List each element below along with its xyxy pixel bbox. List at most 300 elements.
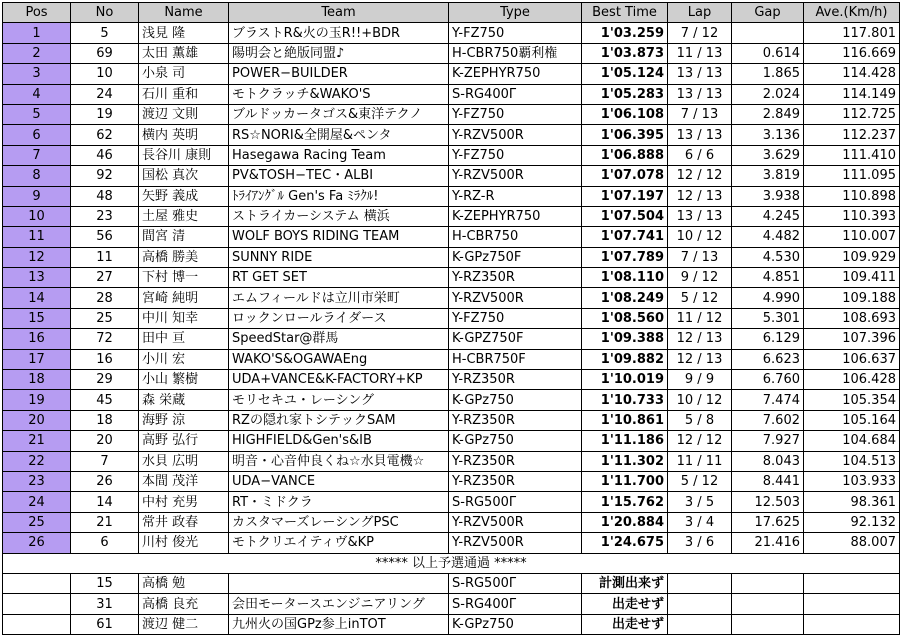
machine-type-cell: S-RG500Γ — [449, 492, 582, 512]
header-name: Name — [139, 3, 229, 23]
team-cell: WOLF BOYS RIDING TEAM — [229, 227, 449, 247]
rider-name-cell: 常井 政春 — [139, 512, 229, 532]
team-cell: カスタマーズレーシングPSC — [229, 512, 449, 532]
rider-name-cell: 中川 知幸 — [139, 308, 229, 328]
table-row — [3, 390, 900, 410]
lap-cell: 5 / 12 — [668, 471, 732, 491]
best-time-cell: 1'20.884 — [582, 512, 668, 532]
average-speed-cell: 105.354 — [804, 390, 900, 410]
position-cell: 10 — [3, 206, 71, 226]
team-cell: 九州火の国GPz参上inTOT — [229, 614, 449, 634]
number-cell: 24 — [71, 84, 139, 104]
table-row — [3, 247, 900, 267]
position-cell: 19 — [3, 390, 71, 410]
gap-cell: 6.623 — [732, 349, 804, 369]
average-speed-cell: 105.164 — [804, 410, 900, 430]
team-cell: モリセキユ・レーシング — [229, 390, 449, 410]
lap-cell: 5 / 8 — [668, 410, 732, 430]
lap-cell — [668, 594, 732, 614]
average-speed-cell — [804, 573, 900, 593]
team-cell: Hasegawa Racing Team — [229, 145, 449, 165]
number-cell: 19 — [71, 104, 139, 124]
team-cell: エムフィールドは立川市栄町 — [229, 288, 449, 308]
rider-name-cell: 小川 宏 — [139, 349, 229, 369]
rider-name-cell: 石川 重和 — [139, 84, 229, 104]
number-cell: 61 — [71, 614, 139, 634]
number-cell: 45 — [71, 390, 139, 410]
non-qualified-row — [3, 594, 900, 614]
position-cell: 24 — [3, 492, 71, 512]
number-cell: 6 — [71, 533, 139, 553]
table-row — [3, 268, 900, 288]
table-row — [3, 227, 900, 247]
best-time-cell: 1'11.302 — [582, 451, 668, 471]
team-cell: 会田モータースエンジニアリング — [229, 594, 449, 614]
best-time-cell: 1'09.882 — [582, 349, 668, 369]
number-cell: 16 — [71, 349, 139, 369]
number-cell: 69 — [71, 43, 139, 63]
table-row — [3, 64, 900, 84]
results-body — [3, 23, 900, 635]
table-row — [3, 125, 900, 145]
header-no: No — [71, 3, 139, 23]
lap-cell: 7 / 13 — [668, 104, 732, 124]
rider-name-cell: 中村 充男 — [139, 492, 229, 512]
position-cell: 23 — [3, 471, 71, 491]
number-cell: 56 — [71, 227, 139, 247]
table-row — [3, 288, 900, 308]
header-pos: Pos — [3, 3, 71, 23]
best-time-cell: 1'03.873 — [582, 43, 668, 63]
position-cell: 2 — [3, 43, 71, 63]
average-speed-cell: 106.428 — [804, 370, 900, 390]
team-cell: RT GET SET — [229, 268, 449, 288]
rider-name-cell: 宮崎 純明 — [139, 288, 229, 308]
gap-cell: 17.625 — [732, 512, 804, 532]
average-speed-cell: 106.637 — [804, 349, 900, 369]
average-speed-cell: 88.007 — [804, 533, 900, 553]
status-note-cell: 計測出来ず — [582, 573, 668, 593]
number-cell: 25 — [71, 308, 139, 328]
lap-cell: 7 / 13 — [668, 247, 732, 267]
number-cell: 18 — [71, 410, 139, 430]
machine-type-cell: Y-RZ-R — [449, 186, 582, 206]
gap-cell — [732, 573, 804, 593]
position-cell: 16 — [3, 329, 71, 349]
position-cell — [3, 614, 71, 634]
best-time-cell: 1'07.197 — [582, 186, 668, 206]
machine-type-cell: Y-FZ750 — [449, 104, 582, 124]
gap-cell: 3.136 — [732, 125, 804, 145]
team-cell: UDA−VANCE — [229, 471, 449, 491]
team-cell: 陽明会と絶版同盟♪ — [229, 43, 449, 63]
position-cell: 5 — [3, 104, 71, 124]
table-row — [3, 308, 900, 328]
team-cell: SpeedStar@群馬 — [229, 329, 449, 349]
number-cell: 92 — [71, 166, 139, 186]
team-cell: 明音・心音仲良くね☆水貝電機☆ — [229, 451, 449, 471]
lap-cell: 12 / 12 — [668, 431, 732, 451]
rider-name-cell: 渡辺 健二 — [139, 614, 229, 634]
table-row — [3, 43, 900, 63]
lap-cell: 11 / 11 — [668, 451, 732, 471]
table-row — [3, 431, 900, 451]
machine-type-cell: Y-RZV500R — [449, 166, 582, 186]
position-cell: 22 — [3, 451, 71, 471]
machine-type-cell: K-GPz750 — [449, 431, 582, 451]
table-row — [3, 329, 900, 349]
rider-name-cell: 高橋 勝美 — [139, 247, 229, 267]
gap-cell: 12.503 — [732, 492, 804, 512]
best-time-cell: 1'07.504 — [582, 206, 668, 226]
rider-name-cell: 渡辺 文則 — [139, 104, 229, 124]
average-speed-cell: 109.411 — [804, 268, 900, 288]
number-cell: 29 — [71, 370, 139, 390]
lap-cell: 13 / 13 — [668, 64, 732, 84]
gap-cell: 4.530 — [732, 247, 804, 267]
number-cell: 15 — [71, 573, 139, 593]
gap-cell: 5.301 — [732, 308, 804, 328]
rider-name-cell: 太田 薫雄 — [139, 43, 229, 63]
header-type: Type — [449, 3, 582, 23]
position-cell: 9 — [3, 186, 71, 206]
lap-cell: 5 / 12 — [668, 288, 732, 308]
number-cell: 26 — [71, 471, 139, 491]
header-gap: Gap — [732, 3, 804, 23]
gap-cell — [732, 614, 804, 634]
average-speed-cell: 116.669 — [804, 43, 900, 63]
gap-cell: 2.849 — [732, 104, 804, 124]
average-speed-cell: 98.361 — [804, 492, 900, 512]
lap-cell: 3 / 4 — [668, 512, 732, 532]
rider-name-cell: 土屋 雅史 — [139, 206, 229, 226]
position-cell: 14 — [3, 288, 71, 308]
number-cell: 62 — [71, 125, 139, 145]
position-cell — [3, 573, 71, 593]
rider-name-cell: 国松 真次 — [139, 166, 229, 186]
table-row — [3, 23, 900, 43]
table-row — [3, 206, 900, 226]
team-cell: RZの隠れ家トシテックSAM — [229, 410, 449, 430]
position-cell: 1 — [3, 23, 71, 43]
machine-type-cell: Y-RZ350R — [449, 370, 582, 390]
lap-cell: 3 / 5 — [668, 492, 732, 512]
average-speed-cell: 104.513 — [804, 451, 900, 471]
lap-cell: 9 / 12 — [668, 268, 732, 288]
lap-cell: 12 / 13 — [668, 329, 732, 349]
table-row — [3, 471, 900, 491]
gap-cell: 8.043 — [732, 451, 804, 471]
non-qualified-row — [3, 573, 900, 593]
position-cell — [3, 594, 71, 614]
gap-cell: 8.441 — [732, 471, 804, 491]
best-time-cell: 1'10.861 — [582, 410, 668, 430]
lap-cell: 13 / 13 — [668, 84, 732, 104]
team-cell: RT・ミドクラ — [229, 492, 449, 512]
qualifying-separator: ***** 以上予選通過 ***** — [3, 553, 900, 573]
non-qualified-row — [3, 614, 900, 634]
number-cell: 21 — [71, 512, 139, 532]
table-row — [3, 370, 900, 390]
number-cell: 46 — [71, 145, 139, 165]
machine-type-cell: K-ZEPHYR750 — [449, 64, 582, 84]
team-cell: PV&TOSH−TEC・ALBI — [229, 166, 449, 186]
machine-type-cell: Y-FZ750 — [449, 23, 582, 43]
team-cell: ブラストR&火の玉R!!+BDR — [229, 23, 449, 43]
number-cell: 27 — [71, 268, 139, 288]
machine-type-cell: H-CBR750F — [449, 349, 582, 369]
rider-name-cell: 本間 茂洋 — [139, 471, 229, 491]
lap-cell: 12 / 13 — [668, 349, 732, 369]
lap-cell: 12 / 13 — [668, 186, 732, 206]
header-row — [3, 3, 900, 23]
rider-name-cell: 高橋 勉 — [139, 573, 229, 593]
rider-name-cell: 矢野 義成 — [139, 186, 229, 206]
average-speed-cell: 110.898 — [804, 186, 900, 206]
lap-cell — [668, 614, 732, 634]
lap-cell: 11 / 13 — [668, 43, 732, 63]
position-cell: 26 — [3, 533, 71, 553]
gap-cell: 4.245 — [732, 206, 804, 226]
rider-name-cell: 長谷川 康則 — [139, 145, 229, 165]
position-cell: 13 — [3, 268, 71, 288]
gap-cell — [732, 23, 804, 43]
gap-cell — [732, 594, 804, 614]
number-cell: 11 — [71, 247, 139, 267]
gap-cell: 0.614 — [732, 43, 804, 63]
best-time-cell: 1'11.186 — [582, 431, 668, 451]
rider-name-cell: 小泉 司 — [139, 64, 229, 84]
average-speed-cell: 112.725 — [804, 104, 900, 124]
gap-cell: 3.819 — [732, 166, 804, 186]
number-cell: 5 — [71, 23, 139, 43]
average-speed-cell: 114.428 — [804, 64, 900, 84]
gap-cell: 7.927 — [732, 431, 804, 451]
best-time-cell: 1'06.395 — [582, 125, 668, 145]
rider-name-cell: 下村 博一 — [139, 268, 229, 288]
machine-type-cell: Y-RZV500R — [449, 288, 582, 308]
number-cell: 48 — [71, 186, 139, 206]
team-cell: ﾄﾗｲｱﾝｸﾞﾙ Gen's Fa ﾐﾗｸﾙ! — [229, 186, 449, 206]
machine-type-cell: Y-FZ750 — [449, 145, 582, 165]
lap-cell: 9 / 9 — [668, 370, 732, 390]
rider-name-cell: 小山 繁樹 — [139, 370, 229, 390]
number-cell: 28 — [71, 288, 139, 308]
table-row — [3, 492, 900, 512]
team-cell: ブルドッカータゴス&東洋テクノ — [229, 104, 449, 124]
team-cell: モトクリエイティヴ&KP — [229, 533, 449, 553]
machine-type-cell: Y-RZ350R — [449, 471, 582, 491]
average-speed-cell — [804, 614, 900, 634]
number-cell: 23 — [71, 206, 139, 226]
table-row — [3, 349, 900, 369]
gap-cell: 6.760 — [732, 370, 804, 390]
position-cell: 20 — [3, 410, 71, 430]
best-time-cell: 1'07.789 — [582, 247, 668, 267]
average-speed-cell — [804, 594, 900, 614]
machine-type-cell: K-GPz750F — [449, 247, 582, 267]
status-note-cell: 出走せず — [582, 594, 668, 614]
gap-cell: 1.865 — [732, 64, 804, 84]
gap-cell: 7.602 — [732, 410, 804, 430]
number-cell: 14 — [71, 492, 139, 512]
lap-cell: 7 / 12 — [668, 23, 732, 43]
best-time-cell: 1'09.388 — [582, 329, 668, 349]
gap-cell: 3.629 — [732, 145, 804, 165]
header-team: Team — [229, 3, 449, 23]
machine-type-cell: Y-RZ350R — [449, 451, 582, 471]
machine-type-cell: S-RG400Γ — [449, 84, 582, 104]
lap-cell: 3 / 6 — [668, 533, 732, 553]
best-time-cell: 1'11.700 — [582, 471, 668, 491]
best-time-cell: 1'07.741 — [582, 227, 668, 247]
team-cell: SUNNY RIDE — [229, 247, 449, 267]
machine-type-cell: K-GPZ750F — [449, 329, 582, 349]
team-cell: POWER−BUILDER — [229, 64, 449, 84]
average-speed-cell: 92.132 — [804, 512, 900, 532]
rider-name-cell: 浅見 隆 — [139, 23, 229, 43]
machine-type-cell: S-RG400Γ — [449, 594, 582, 614]
average-speed-cell: 114.149 — [804, 84, 900, 104]
team-cell: ロックンロールライダース — [229, 308, 449, 328]
gap-cell: 4.851 — [732, 268, 804, 288]
position-cell: 8 — [3, 166, 71, 186]
machine-type-cell: Y-FZ750 — [449, 308, 582, 328]
table-row — [3, 166, 900, 186]
average-speed-cell: 103.933 — [804, 471, 900, 491]
machine-type-cell: H-CBR750 — [449, 227, 582, 247]
position-cell: 4 — [3, 84, 71, 104]
rider-name-cell: 海野 涼 — [139, 410, 229, 430]
machine-type-cell: Y-RZV500R — [449, 125, 582, 145]
position-cell: 7 — [3, 145, 71, 165]
average-speed-cell: 110.393 — [804, 206, 900, 226]
position-cell: 3 — [3, 64, 71, 84]
average-speed-cell: 117.801 — [804, 23, 900, 43]
gap-cell: 4.990 — [732, 288, 804, 308]
rider-name-cell: 川村 俊光 — [139, 533, 229, 553]
best-time-cell: 1'15.762 — [582, 492, 668, 512]
table-row — [3, 84, 900, 104]
team-cell: HIGHFIELD&Gen's&IB — [229, 431, 449, 451]
lap-cell: 6 / 6 — [668, 145, 732, 165]
best-time-cell: 1'24.675 — [582, 533, 668, 553]
team-cell: UDA+VANCE&K-FACTORY+KP — [229, 370, 449, 390]
gap-cell: 6.129 — [732, 329, 804, 349]
lap-cell — [668, 573, 732, 593]
table-row — [3, 451, 900, 471]
rider-name-cell: 横内 英明 — [139, 125, 229, 145]
table-row — [3, 186, 900, 206]
machine-type-cell: H-CBR750覇利権 — [449, 43, 582, 63]
machine-type-cell: Y-RZV500R — [449, 512, 582, 532]
position-cell: 12 — [3, 247, 71, 267]
average-speed-cell: 111.095 — [804, 166, 900, 186]
best-time-cell: 1'08.249 — [582, 288, 668, 308]
best-time-cell: 1'06.888 — [582, 145, 668, 165]
position-cell: 6 — [3, 125, 71, 145]
rider-name-cell: 高野 弘行 — [139, 431, 229, 451]
best-time-cell: 1'10.019 — [582, 370, 668, 390]
average-speed-cell: 107.396 — [804, 329, 900, 349]
header-best-time: Best Time — [582, 3, 668, 23]
average-speed-cell: 109.929 — [804, 247, 900, 267]
rider-name-cell: 水貝 広明 — [139, 451, 229, 471]
machine-type-cell: S-RG500Γ — [449, 573, 582, 593]
best-time-cell: 1'05.124 — [582, 64, 668, 84]
position-cell: 11 — [3, 227, 71, 247]
gap-cell: 2.024 — [732, 84, 804, 104]
team-cell: ストライカーシステム 横浜 — [229, 206, 449, 226]
gap-cell: 3.938 — [732, 186, 804, 206]
rider-name-cell: 田中 亘 — [139, 329, 229, 349]
rider-name-cell: 高橋 良充 — [139, 594, 229, 614]
average-speed-cell: 104.684 — [804, 431, 900, 451]
machine-type-cell: K-GPz750 — [449, 614, 582, 634]
average-speed-cell: 112.237 — [804, 125, 900, 145]
table-row — [3, 145, 900, 165]
position-cell: 15 — [3, 308, 71, 328]
table-row — [3, 512, 900, 532]
gap-cell: 4.482 — [732, 227, 804, 247]
best-time-cell: 1'08.110 — [582, 268, 668, 288]
best-time-cell: 1'10.733 — [582, 390, 668, 410]
table-row — [3, 410, 900, 430]
number-cell: 31 — [71, 594, 139, 614]
team-cell: WAKO'S&OGAWAEng — [229, 349, 449, 369]
position-cell: 21 — [3, 431, 71, 451]
machine-type-cell: K-ZEPHYR750 — [449, 206, 582, 226]
machine-type-cell: Y-RZ350R — [449, 410, 582, 430]
lap-cell: 11 / 12 — [668, 308, 732, 328]
team-cell — [229, 573, 449, 593]
best-time-cell: 1'06.108 — [582, 104, 668, 124]
header-lap: Lap — [668, 3, 732, 23]
machine-type-cell: Y-RZ350R — [449, 268, 582, 288]
results-table — [2, 2, 900, 635]
lap-cell: 13 / 13 — [668, 125, 732, 145]
status-note-cell: 出走せず — [582, 614, 668, 634]
best-time-cell: 1'03.259 — [582, 23, 668, 43]
lap-cell: 10 / 12 — [668, 390, 732, 410]
number-cell: 20 — [71, 431, 139, 451]
position-cell: 18 — [3, 370, 71, 390]
best-time-cell: 1'07.078 — [582, 166, 668, 186]
number-cell: 72 — [71, 329, 139, 349]
lap-cell: 12 / 12 — [668, 166, 732, 186]
rider-name-cell: 森 栄蔵 — [139, 390, 229, 410]
average-speed-cell: 109.188 — [804, 288, 900, 308]
header-average-speed: Ave.(Km/h) — [804, 3, 900, 23]
gap-cell: 21.416 — [732, 533, 804, 553]
team-cell: モトクラッチ&WAKO'S — [229, 84, 449, 104]
position-cell: 25 — [3, 512, 71, 532]
lap-cell: 10 / 12 — [668, 227, 732, 247]
team-cell: RS☆NORI&全開屋&ペンタ — [229, 125, 449, 145]
position-cell: 17 — [3, 349, 71, 369]
average-speed-cell: 111.410 — [804, 145, 900, 165]
best-time-cell: 1'05.283 — [582, 84, 668, 104]
number-cell: 7 — [71, 451, 139, 471]
rider-name-cell: 間宮 清 — [139, 227, 229, 247]
machine-type-cell: Y-RZV500R — [449, 533, 582, 553]
best-time-cell: 1'08.560 — [582, 308, 668, 328]
lap-cell: 13 / 13 — [668, 206, 732, 226]
table-row — [3, 533, 900, 553]
gap-cell: 7.474 — [732, 390, 804, 410]
average-speed-cell: 108.693 — [804, 308, 900, 328]
number-cell: 10 — [71, 64, 139, 84]
